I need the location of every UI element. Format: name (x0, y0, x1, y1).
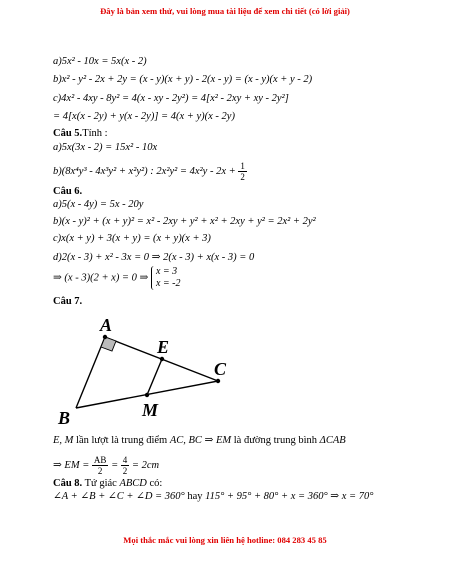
label-a: A (100, 315, 113, 335)
point-a (103, 335, 107, 339)
q5-heading: Câu 5.Tính : (53, 128, 108, 139)
point-m (145, 393, 149, 397)
q5-part-b: b)(8x⁴y³ - 4x³y² + x²y²) : 2x²y² = 4x²y - 2x + $\frac{1}{2}$ (53, 161, 245, 182)
q6-part-c: c)x(x + y) + 3(x + y) = (x + y)(x + 3) (53, 233, 211, 244)
q5-part-a: a)5x(3x - 2) = 15x² - 10x (53, 142, 158, 153)
ab-over-2-fraction: $\frac{AB}{2}$ (93, 455, 107, 476)
midline-em (147, 359, 162, 395)
q7-result: ⇒ EM = $\frac{AB}{2}$ = $\frac{4}{2}$ = 2cm (53, 455, 160, 476)
label-m: M (142, 400, 159, 420)
q7-heading: Câu 7. (53, 296, 83, 307)
label-b: B (58, 408, 71, 428)
preview-banner: Đây là bản xem thử, vui lòng mua tài liệu để xem chi tiết (có lời giải) (100, 6, 350, 16)
q4-part-c-line1: c)4x² - 4xy - 8y² = 4(x - xy - 2y²) = 4[x² - 2xy + xy - 2y²] (53, 93, 289, 104)
q6-part-d: d)2(x - 3) + x² - 3x = 0 ⇒ 2(x - 3) + x(x - 3) = 0 (53, 252, 255, 263)
point-c (216, 379, 220, 383)
q6-part-b: b)(x - y)² + (x + y)² = x² - 2xy + y² + x² + 2xy + y² = 2x² + 2y² (53, 216, 316, 227)
hotline-banner: Mọi thắc mắc vui lòng xin liên hệ hotline: 084 283 45 85 (123, 535, 327, 545)
q5-fraction: $\frac{1}{2}$ (240, 161, 245, 182)
label-e: E (157, 337, 170, 357)
q7-explanation: E, M lần lượt là trung điểm AC, BC ⇒ EM là đường trung bình ΔCAB (53, 435, 346, 446)
q6-part-a: a)5(x - 4y) = 5x - 20y (53, 199, 144, 210)
q4-part-c-line2: = 4[x(x - 2y) + y(x - 2y)] = 4(x + y)(x - 2y) (53, 111, 235, 122)
right-angle-mark (101, 337, 116, 351)
q8-heading: Câu 8. Tứ giác ABCD có: (53, 478, 163, 489)
q8-solution: ∠A + ∠B + ∠C + ∠D = 360° hay 115° + 95° + 80° + x = 360° ⇒ x = 70° (53, 491, 374, 502)
q4-part-a: a)5x² - 10x = 5x(x - 2) (53, 56, 147, 67)
label-c: C (214, 359, 227, 379)
solution-brace: x = 3 x = -2 (151, 266, 181, 290)
q6-part-d-solution: ⇒ (x - 3)(2 + x) = 0 ⇒ x = 3 x = -2 (53, 266, 181, 289)
four-over-2-fraction: $\frac{4}{2}$ (122, 455, 128, 476)
q4-part-b: b)x² - y² - 2x + 2y = (x - y)(x + y) - 2(x - y) = (x - y)(x + y - 2) (53, 74, 313, 85)
q6-heading: Câu 6. (53, 186, 83, 197)
point-e (160, 357, 164, 361)
side-ab (76, 337, 105, 408)
